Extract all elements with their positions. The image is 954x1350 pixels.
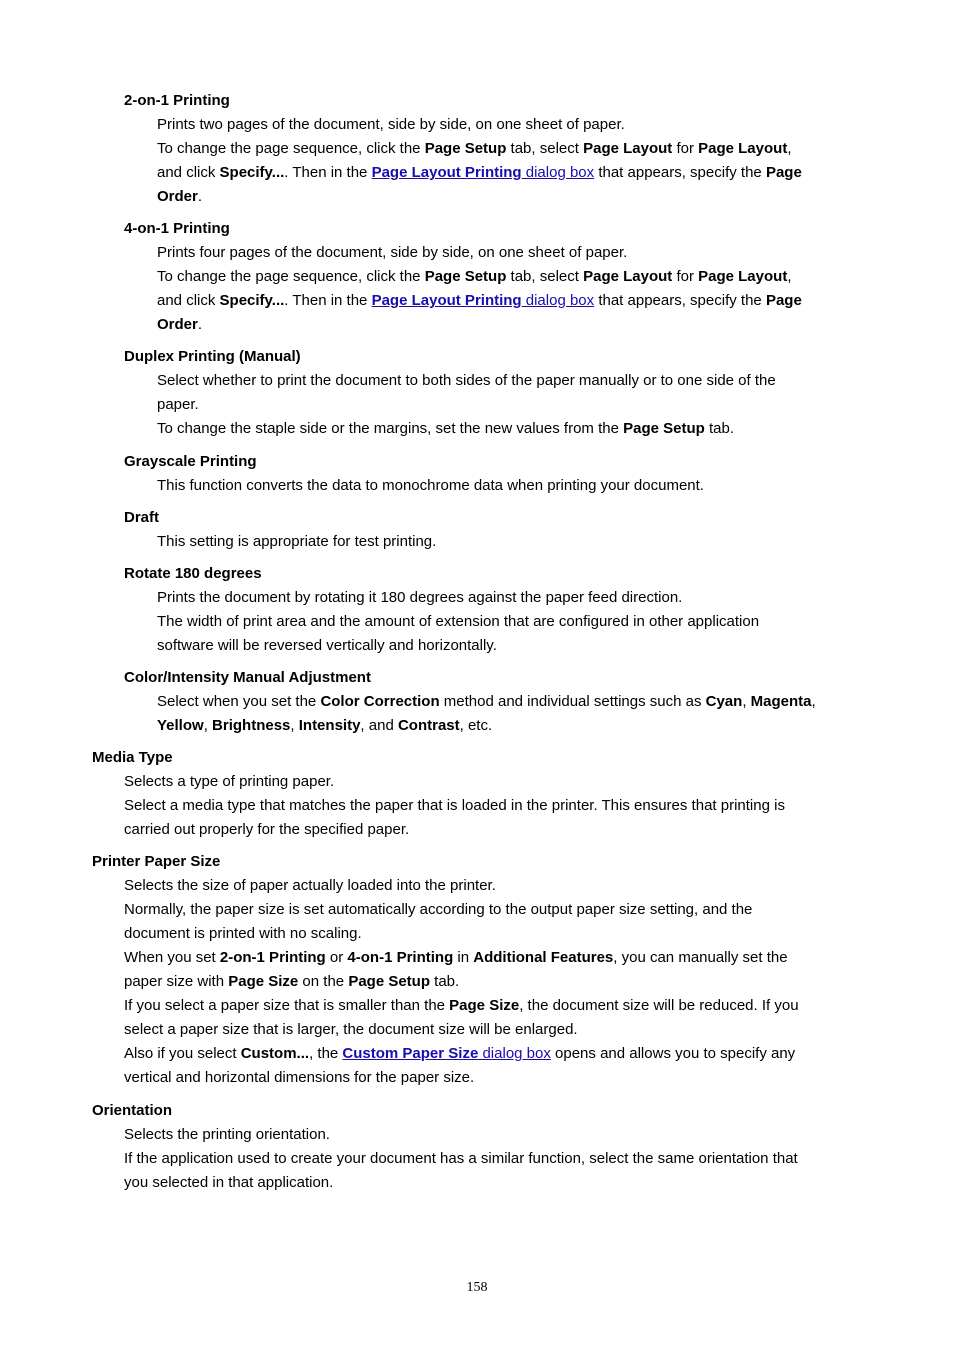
description-2-on-1-printing: [157, 113, 802, 209]
text-line: Select whether to print the document to both sides of the paper manually or to one side of the: [157, 372, 776, 389]
text-line: If the application used to create your document has a similar function, select the same orientation that: [124, 1150, 798, 1167]
term-heading: Draft: [124, 509, 160, 526]
text-line: Selects the printing orientation.: [124, 1126, 330, 1143]
entry-rotate-180: [124, 562, 262, 586]
entry-printer-paper-size: [92, 850, 220, 874]
text-line: Prints four pages of the document, side by side, on one sheet of paper.: [157, 244, 628, 261]
entry-draft: [124, 506, 159, 530]
text-line: Order.: [157, 188, 203, 205]
term-heading: Printer Paper Size: [92, 853, 221, 870]
term-heading: Grayscale Printing: [124, 453, 257, 470]
entry-grayscale-printing: [124, 450, 257, 474]
text-line: document is printed with no scaling.: [124, 925, 362, 942]
text-line: This function converts the data to monochrome data when printing your document.: [157, 477, 704, 494]
entry-4-on-1-printing: [124, 217, 230, 241]
description-orientation: [124, 1123, 798, 1195]
text-line: software will be reversed vertically and horizontally.: [157, 637, 497, 654]
text-line: select a paper size that is larger, the document size will be enlarged.: [124, 1021, 578, 1038]
description-draft: [157, 530, 436, 554]
text-line: paper.: [157, 396, 199, 413]
term-heading: Duplex Printing (Manual): [124, 348, 301, 365]
term-heading: Rotate 180 degrees: [124, 565, 262, 582]
text-line: vertical and horizontal dimensions for the paper size.: [124, 1069, 475, 1086]
text-line: If you select a paper size that is smaller than the Page Size, the document size will be reduced. If you: [124, 997, 799, 1014]
description-printer-paper-size: [124, 874, 799, 1090]
page-layout-printing-link[interactable]: Page Layout Printing dialog box: [371, 164, 595, 181]
text-line: and click Specify.... Then in the Page Layout Printing dialog box that appears, specify the Page: [157, 164, 802, 181]
text-line: Selects the size of paper actually loaded into the printer.: [124, 877, 496, 894]
text-line: Select when you set the Color Correction method and individual settings such as Cyan, Magenta,: [157, 693, 816, 710]
text-line: and click Specify.... Then in the Page Layout Printing dialog box that appears, specify the Page: [157, 292, 802, 309]
text-line: carried out properly for the specified paper.: [124, 821, 410, 838]
text-line: you selected in that application.: [124, 1174, 334, 1191]
term-heading: Media Type: [92, 749, 173, 766]
description-duplex-printing: [157, 369, 776, 441]
description-media-type: [124, 770, 785, 842]
text-line: Normally, the paper size is set automatically according to the output paper size setting, and the: [124, 901, 753, 918]
description-grayscale-printing: [157, 474, 704, 498]
text-line: Yellow, Brightness, Intensity, and Contrast, etc.: [157, 717, 493, 734]
text-line: The width of print area and the amount of extension that are configured in other application: [157, 613, 760, 630]
description-rotate-180: [157, 586, 759, 658]
text-line: To change the page sequence, click the Page Setup tab, select Page Layout for Page Layout,: [157, 268, 792, 285]
entry-color-intensity: [124, 666, 371, 690]
text-line: When you set 2-on-1 Printing or 4-on-1 Printing in Additional Features, you can manually set the: [124, 949, 788, 966]
text-line: Select a media type that matches the paper that is loaded in the printer. This ensures that printing is: [124, 797, 785, 814]
page-number: 158: [466, 1280, 488, 1295]
term-heading: 4-on-1 Printing: [124, 220, 230, 237]
term-heading: 2-on-1 Printing: [124, 92, 230, 109]
entry-media-type: [92, 746, 173, 770]
text-line: Prints two pages of the document, side by side, on one sheet of paper.: [157, 116, 625, 133]
page-layout-printing-link[interactable]: Page Layout Printing dialog box: [371, 292, 595, 309]
entry-duplex-printing: [124, 345, 301, 369]
term-heading: Orientation: [92, 1102, 173, 1119]
custom-paper-size-link[interactable]: Custom Paper Size dialog box: [342, 1045, 551, 1062]
text-line: To change the staple side or the margins, set the new values from the Page Setup tab.: [157, 420, 734, 437]
text-line: Order.: [157, 316, 203, 333]
text-line: Also if you select Custom..., the Custom Paper Size dialog box opens and allows you to specify any: [124, 1045, 796, 1062]
description-color-intensity: [157, 690, 816, 738]
text-line: To change the page sequence, click the Page Setup tab, select Page Layout for Page Layout,: [157, 140, 792, 157]
description-4-on-1-printing: [157, 241, 802, 337]
entry-2-on-1-printing: [124, 89, 230, 113]
text-line: This setting is appropriate for test printing.: [157, 533, 437, 550]
text-line: Selects a type of printing paper.: [124, 773, 335, 790]
text-line: paper size with Page Size on the Page Setup tab.: [124, 973, 460, 990]
text-line: Prints the document by rotating it 180 degrees against the paper feed direction.: [157, 589, 683, 606]
term-heading: Color/Intensity Manual Adjustment: [124, 669, 371, 686]
entry-orientation: [92, 1099, 172, 1123]
